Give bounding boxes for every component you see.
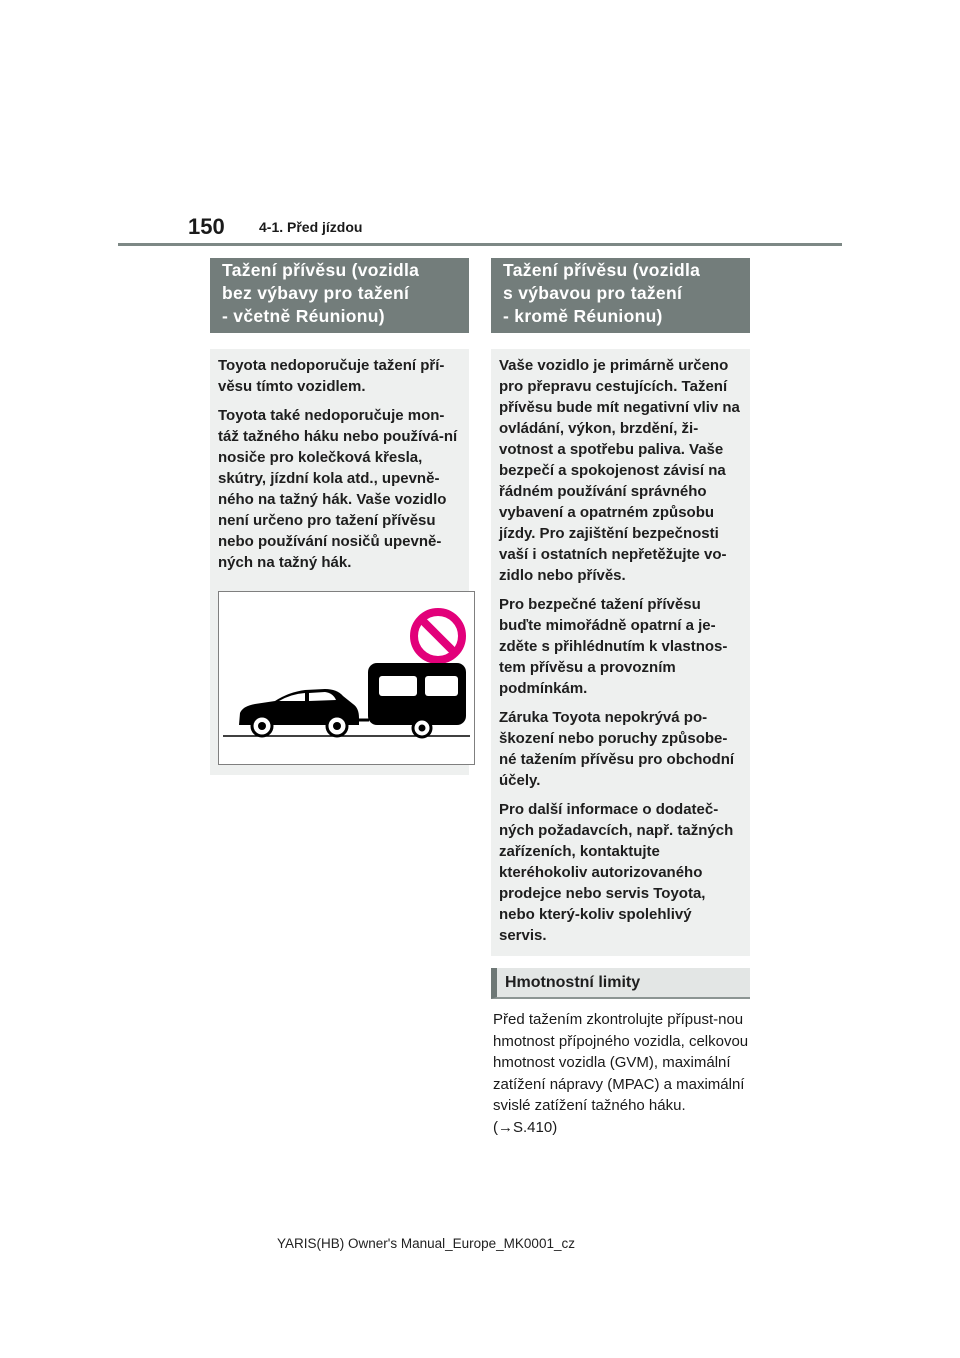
section-title: 4-1. Před jízdou	[259, 219, 363, 235]
footer-manual-id: YARIS(HB) Owner's Manual_Europe_MK0001_cz	[277, 1236, 575, 1251]
right-column	[491, 258, 750, 1138]
paragraph: Pro bezpečné tažení přívěsu buďte mimořádně opatrní a je-​zděte s přihlédnutím k vlastnos-​tem přívěsu a provozním podmínkám.	[499, 596, 728, 697]
paragraph: Pro další informace o dodateč-​ných požadavcích, např. tažných zařízeních, kontaktujte kteréhokoliv autorizovaného prodejce nebo servis Toyota, nebo který-​koliv spolehlivý servis.	[499, 801, 734, 944]
trailer-icon	[368, 663, 466, 737]
heading-line: bez výbavy pro tažení	[222, 283, 410, 303]
paragraph: Toyota nedoporučuje tažení pří-​věsu tímto vozidlem.	[218, 357, 445, 395]
left-column	[210, 258, 469, 775]
paragraph: Vaše vozidlo je primárně určeno pro přepravu cestujících. Tažení přívěsu bude mít negativní vliv na ovládání, výkon, brzdění, ži-​votnost a spotřebu paliva. Vaše bezpečí a spokojenost závisí na řádném používání správného vybavení a opatrném způsobu jízdy. Pro zajištění bezpečnosti vaší i ostatních nepřetěžujte vo-​zidlo nebo přívěs.	[499, 357, 740, 584]
car-icon	[239, 689, 369, 736]
page-number: 150	[188, 214, 225, 239]
paragraph: Toyota také nedoporučuje mon-​táž tažného háku nebo používá-​ní nosiče pro kolečková křesla, skútry, jízdní kola atd., upevně-​ného na tažný hák. Vaše vozidlo není určeno pro tažení přívěsu nebo používání nosičů upevně-​ných na tažný hák.	[218, 407, 458, 571]
heading-line: s výbavou pro tažení	[503, 283, 683, 303]
heading-line: - kromě Réunionu)	[503, 306, 663, 326]
towing-warning-box	[210, 349, 469, 775]
towing-without-equipment-heading	[210, 258, 469, 333]
towing-prohibited-illustration	[218, 591, 475, 765]
paragraph: Záruka Toyota nepokrývá po-​škození nebo poruchy způsobe-​né tažením přívěsu pro obchodní účely.	[499, 709, 735, 789]
heading-line: - včetně Réunionu)	[222, 306, 385, 326]
towing-with-equipment-heading	[491, 258, 750, 333]
prohibited-icon	[414, 612, 462, 660]
towing-info-box	[491, 349, 750, 956]
weight-limits-heading: Hmotnostní limity	[491, 968, 750, 999]
heading-line: Tažení přívěsu (vozidla	[222, 260, 420, 280]
weight-limits-text: Před tažením zkontrolujte přípust-​nou hmotnost přípojného vozidla, celkovou hmotnost vozidla (GVM), maximální zatížení nápravy (MPAC) a maximální svislé zatížení tažného háku. (→S.410)	[493, 1011, 749, 1136]
header-divider	[118, 243, 842, 246]
heading-line: Tažení přívěsu (vozidla	[503, 260, 701, 280]
